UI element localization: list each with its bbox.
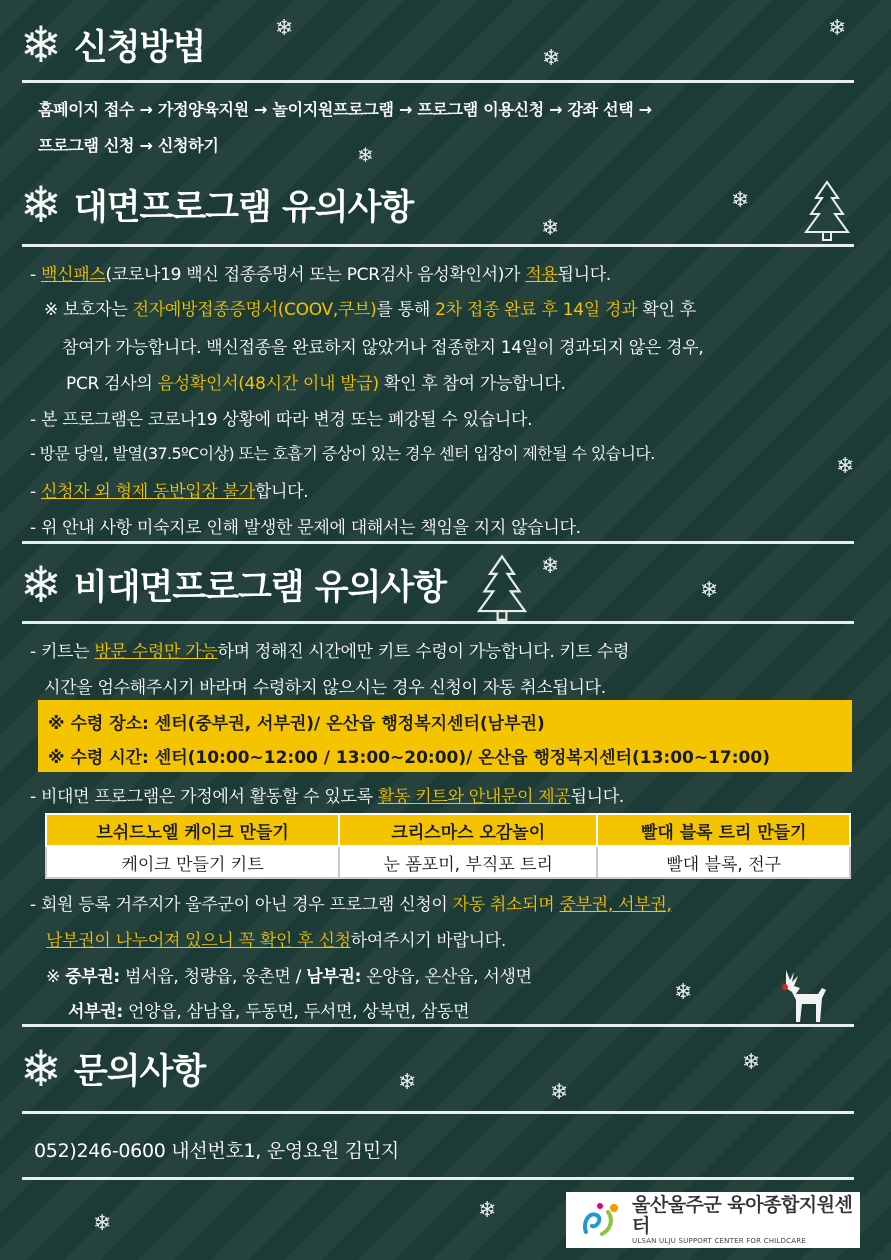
divider [22,1024,854,1027]
logo-mark-icon [580,1200,624,1240]
logo-english: ULSAN ULJU SUPPORT CENTER FOR CHILDCARE [632,1236,806,1245]
table-header-cell: 빨대 블록 트리 만들기 [597,814,850,846]
notice-line [66,369,566,394]
contact-heading [20,1040,206,1098]
text: (코로나19 백신 접종증명서 또는 PCR검사 음성확인서)가 [105,265,526,285]
online-heading [20,556,447,614]
snowflake-icon: ❄ [20,16,62,74]
text: - [30,265,41,285]
kit-table [45,813,851,879]
highlight: 신청자 외 형제 동반입장 불가 [40,482,255,502]
text: 를 통해 [376,300,436,320]
text: 확인 후 [637,300,696,320]
highlight: 전자예방접종증명서(COOV,쿠브) [132,300,377,320]
notice-line: - 방문 당일, 발열(37.5ºC이상) 또는 호흡기 증상이 있는 경우 센터 입장이 제한될 수 있습니다. [30,444,655,463]
highlight: 방문 수령만 가능 [94,642,218,662]
region-label: 서부권: [68,1002,123,1022]
text: ※ [46,967,66,987]
highlight: 중부권, 서부권, [559,895,672,915]
pickup-info-box [38,700,852,772]
highlight: 활동 키트와 안내문이 제공 [377,787,571,807]
snowflake-icon: ❄ [541,216,560,241]
region-label: 남부권: [306,967,362,987]
text: - 키트는 [30,642,95,662]
snowflake-icon: ❄ [674,980,693,1005]
text: 합니다. [254,482,309,502]
table-header-cell: 브쉬드노엘 케이크 만들기 [46,814,339,846]
notice-line [30,637,629,662]
region-line [46,962,532,987]
text: 범서읍, 청량읍, 웅촌면 / [119,967,307,987]
snowflake-icon: ❄ [357,143,374,167]
notice-line [44,295,696,320]
text: 됩니다. [557,265,611,285]
christmas-tree-icon [473,552,531,622]
section-title: 비대면프로그램 유의사항 [73,568,447,608]
pickup-time: ※ 수령 시간: 센터(10:00~12:00 / 13:00~20:00)/ 온산읍 행정복지센터(13:00~17:00) [48,748,770,768]
table-cell: 빨대 블록, 전구 [597,846,850,878]
apply-steps-line2: 프로그램 신청 → 신청하기 [38,136,219,155]
notice-line: 참여가 가능합니다. 백신접종을 완료하지 않았거나 접종한지 14일이 경과되지 않은 경우, [62,338,704,358]
snowflake-icon: ❄ [550,1080,569,1105]
snowflake-icon: ❄ [275,16,294,41]
text: - 회원 등록 거주지가 울주군이 아닌 경우 프로그램 신청이 [30,895,453,915]
divider [22,1111,854,1114]
divider [22,621,854,624]
snowflake-icon: ❄ [478,1198,497,1223]
snowflake-icon: ❄ [93,1211,112,1236]
section-title: 신청방법 [73,28,206,68]
notice-line [30,782,624,807]
christmas-tree-icon [802,178,852,242]
text: - 비대면 프로그램은 가정에서 활동할 수 있도록 [30,787,378,807]
section-title: 대면프로그램 유의사항 [73,188,414,228]
table-header-cell: 크리스마스 오감놀이 [339,814,597,846]
snowflake-icon: ❄ [700,578,719,603]
notice-line [30,477,308,502]
table-row [46,846,850,878]
center-logo[interactable] [566,1192,860,1248]
apply-steps-line1: 홈페이지 접수 → 가정양육지원 → 놀이지원프로그램 → 프로그램 이용신청 → 강좌 선택 → [38,100,652,119]
text: 언양읍, 삼남읍, 두동면, 두서면, 상북면, 삼동면 [122,1002,470,1022]
highlight: 2차 접종 완료 후 14일 경과 [435,300,638,320]
reindeer-icon [776,966,836,1024]
snowflake-icon: ❄ [828,16,847,41]
snowflake-icon: ❄ [836,454,855,479]
offline-heading [20,176,414,234]
notice-line [30,260,611,285]
table-cell: 눈 폼포미, 부직포 트리 [339,846,597,878]
highlight: 백신패스 [40,265,106,285]
logo-name: 울산울주군 육아종합지원센터 [632,1194,853,1237]
highlight: 음성확인서(48시간 이내 발급) [157,374,379,394]
notice-line [30,890,672,915]
contact-text: 052)246-0600 내선번호1, 운영요원 김민지 [34,1140,399,1162]
text: 하며 정해진 시간에만 키트 수령이 가능합니다. 키트 수령 [217,642,630,662]
snowflake-icon: ❄ [398,1070,417,1095]
text: 하여주시기 바랍니다. [350,931,507,951]
notice-line: 시간을 엄수해주시기 바라며 수령하지 않으시는 경우 신청이 자동 취소됩니다. [44,678,606,698]
snowflake-icon: ❄ [742,1050,761,1075]
section-title: 문의사항 [73,1052,206,1092]
highlight: 자동 취소되며 [452,895,560,915]
notice-line: - 위 안내 사항 미숙지로 인해 발생한 문제에 대해서는 책임을 지지 않습니다. [30,518,581,538]
snowflake-icon: ❄ [542,46,561,71]
notice-line: - 본 프로그램은 코로나19 상황에 따라 변경 또는 폐강될 수 있습니다. [30,410,533,430]
table-header-row [46,814,850,846]
text: 됩니다. [570,787,625,807]
divider [22,244,854,247]
highlight: 적용 [525,265,558,285]
snowflake-icon: ❄ [20,1040,62,1098]
text: 확인 후 참여 가능합니다. [378,374,566,394]
text: 온양읍, 온산읍, 서생면 [361,967,532,987]
table-cell: 케이크 만들기 키트 [46,846,339,878]
region-label: 중부권: [65,967,120,987]
divider [22,1177,854,1180]
text: - [30,482,41,502]
notice-line [46,926,506,951]
snowflake-icon: ❄ [20,176,62,234]
snowflake-icon: ❄ [20,556,62,614]
highlight: 남부권이 나누어져 있으니 꼭 확인 후 신청 [46,931,351,951]
snowflake-icon: ❄ [541,554,560,579]
text: PCR 검사의 [66,374,158,394]
divider [22,80,854,83]
apply-heading [20,16,206,74]
pickup-place: ※ 수령 장소: 센터(중부권, 서부권)/ 온산읍 행정복지센터(남부권) [48,714,545,734]
snowflake-icon: ❄ [731,188,750,213]
region-line [68,997,469,1022]
text: ※ 보호자는 [44,300,133,320]
divider [22,541,854,544]
